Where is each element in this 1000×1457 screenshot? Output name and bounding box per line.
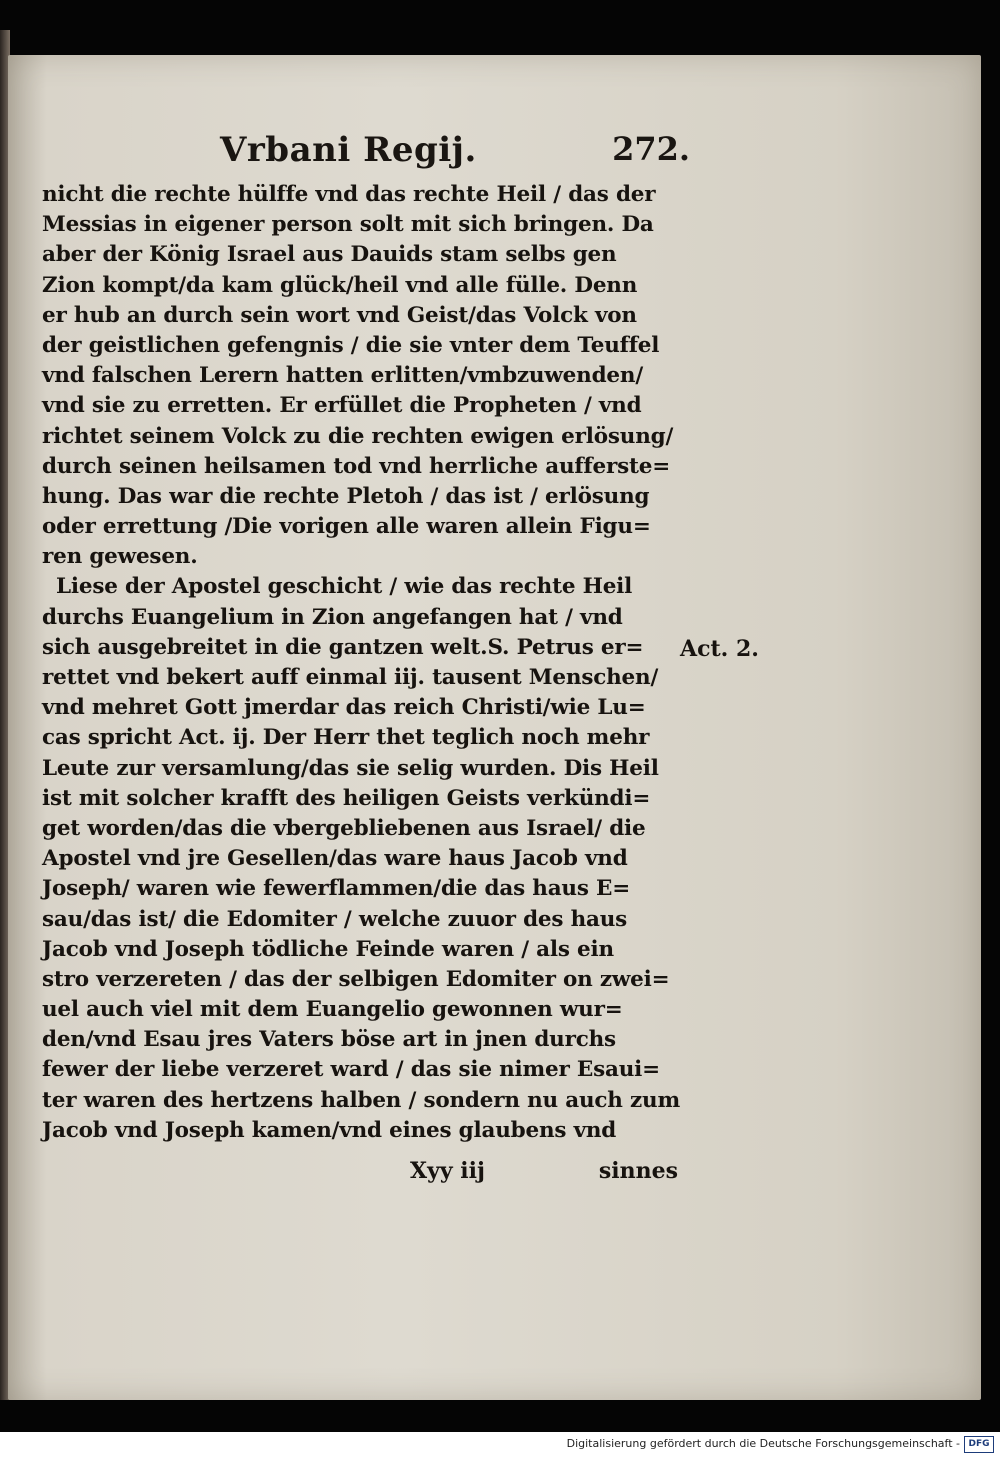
text-line: ist mit solcher krafft des heiligen Geists verkündi= bbox=[42, 785, 651, 811]
text-line: Jacob vnd Joseph tödliche Feinde waren / als ein bbox=[42, 936, 614, 962]
text-line: Jacob vnd Joseph kamen/vnd eines glaubens vnd bbox=[42, 1117, 617, 1143]
text-line: hung. Das war die rechte Pletoh / das ist / erlösung bbox=[42, 483, 650, 509]
page-header bbox=[220, 130, 690, 180]
margin-note: Act. 2. bbox=[680, 636, 759, 662]
running-head: Vrbani Regij. bbox=[220, 130, 477, 170]
text-line: der geistlichen gefengnis / die sie vnter dem Teuffel bbox=[42, 332, 660, 358]
catchword: sinnes bbox=[598, 1158, 678, 1184]
text-line: sau/das ist/ die Edomiter / welche zuuor des haus bbox=[42, 906, 628, 932]
text-line: rettet vnd bekert auff einmal iij. tausent Menschen/ bbox=[42, 665, 659, 690]
text-line: ter waren des hertzens halben / sondern nu auch zum bbox=[42, 1087, 681, 1113]
text-line: stro verzereten / das der selbigen Edomiter on zwei= bbox=[42, 966, 670, 992]
printer-signature: Xyy iij bbox=[410, 1158, 485, 1184]
text-line: oder errettung /Die vorigen alle waren allein Figu= bbox=[42, 514, 651, 540]
text-line: get worden/das die vbergebliebenen aus Israel/ die bbox=[42, 815, 646, 841]
dfg-logo-icon[interactable]: DFG bbox=[964, 1436, 994, 1453]
text-line: fewer der liebe verzeret ward / das sie nimer Esaui= bbox=[42, 1057, 660, 1083]
text-line: durch seinen heilsamen tod vnd herrliche aufferste= bbox=[42, 453, 671, 479]
page-number: 272. bbox=[612, 130, 690, 168]
text-line: aber der König Israel aus Dauids stam selbs gen bbox=[42, 242, 617, 268]
text-line: Joseph/ waren wie fewerflammen/die das haus E= bbox=[42, 876, 631, 902]
text-line: Leute zur versamlung/das sie selig wurden. Dis Heil bbox=[42, 755, 659, 781]
text-line: Apostel vnd jre Gesellen/das ware haus Jacob vnd bbox=[42, 846, 628, 872]
text-line: durchs Euangelium in Zion angefangen hat / vnd bbox=[42, 604, 623, 630]
text-line: cas spricht Act. ij. Der Herr thet teglich noch mehr bbox=[42, 725, 650, 751]
signature-line bbox=[410, 1158, 678, 1188]
text-line: er hub an durch sein wort vnd Geist/das Volck von bbox=[42, 302, 637, 328]
body-text bbox=[42, 180, 682, 1146]
text-line: nicht die rechte hülffe vnd das rechte Heil / das der bbox=[42, 182, 656, 207]
text-line: Zion kompt/da kam glück/heil vnd alle fülle. Denn bbox=[42, 272, 638, 298]
text-line: Liese der Apostel geschicht / wie das rechte Heil bbox=[56, 574, 633, 600]
text-line: uel auch viel mit dem Euangelio gewonnen wur= bbox=[42, 997, 623, 1023]
text-line: ren gewesen. bbox=[42, 544, 198, 570]
text-line: sich ausgebreitet in die gantzen welt.S. Petrus er= bbox=[42, 634, 644, 660]
text-line: vnd sie zu erretten. Er erfüllet die Propheten / vnd bbox=[42, 393, 642, 419]
text-line: richtet seinem Volck zu die rechten ewigen erlösung/ bbox=[42, 423, 674, 449]
text-line: den/vnd Esau jres Vaters böse art in jnen durchs bbox=[42, 1027, 616, 1053]
footer-credit: Digitalisierung gefördert durch die Deutsche Forschungsgemeinschaft - bbox=[566, 1437, 960, 1450]
digitization-footer bbox=[0, 1432, 1000, 1457]
text-line: Messias in eigener person solt mit sich bringen. Da bbox=[42, 212, 654, 238]
text-line: vnd mehret Gott jmerdar das reich Christi/wie Lu= bbox=[42, 695, 646, 721]
text-line: vnd falschen Lerern hatten erlitten/vmbzuwenden/ bbox=[42, 363, 643, 389]
